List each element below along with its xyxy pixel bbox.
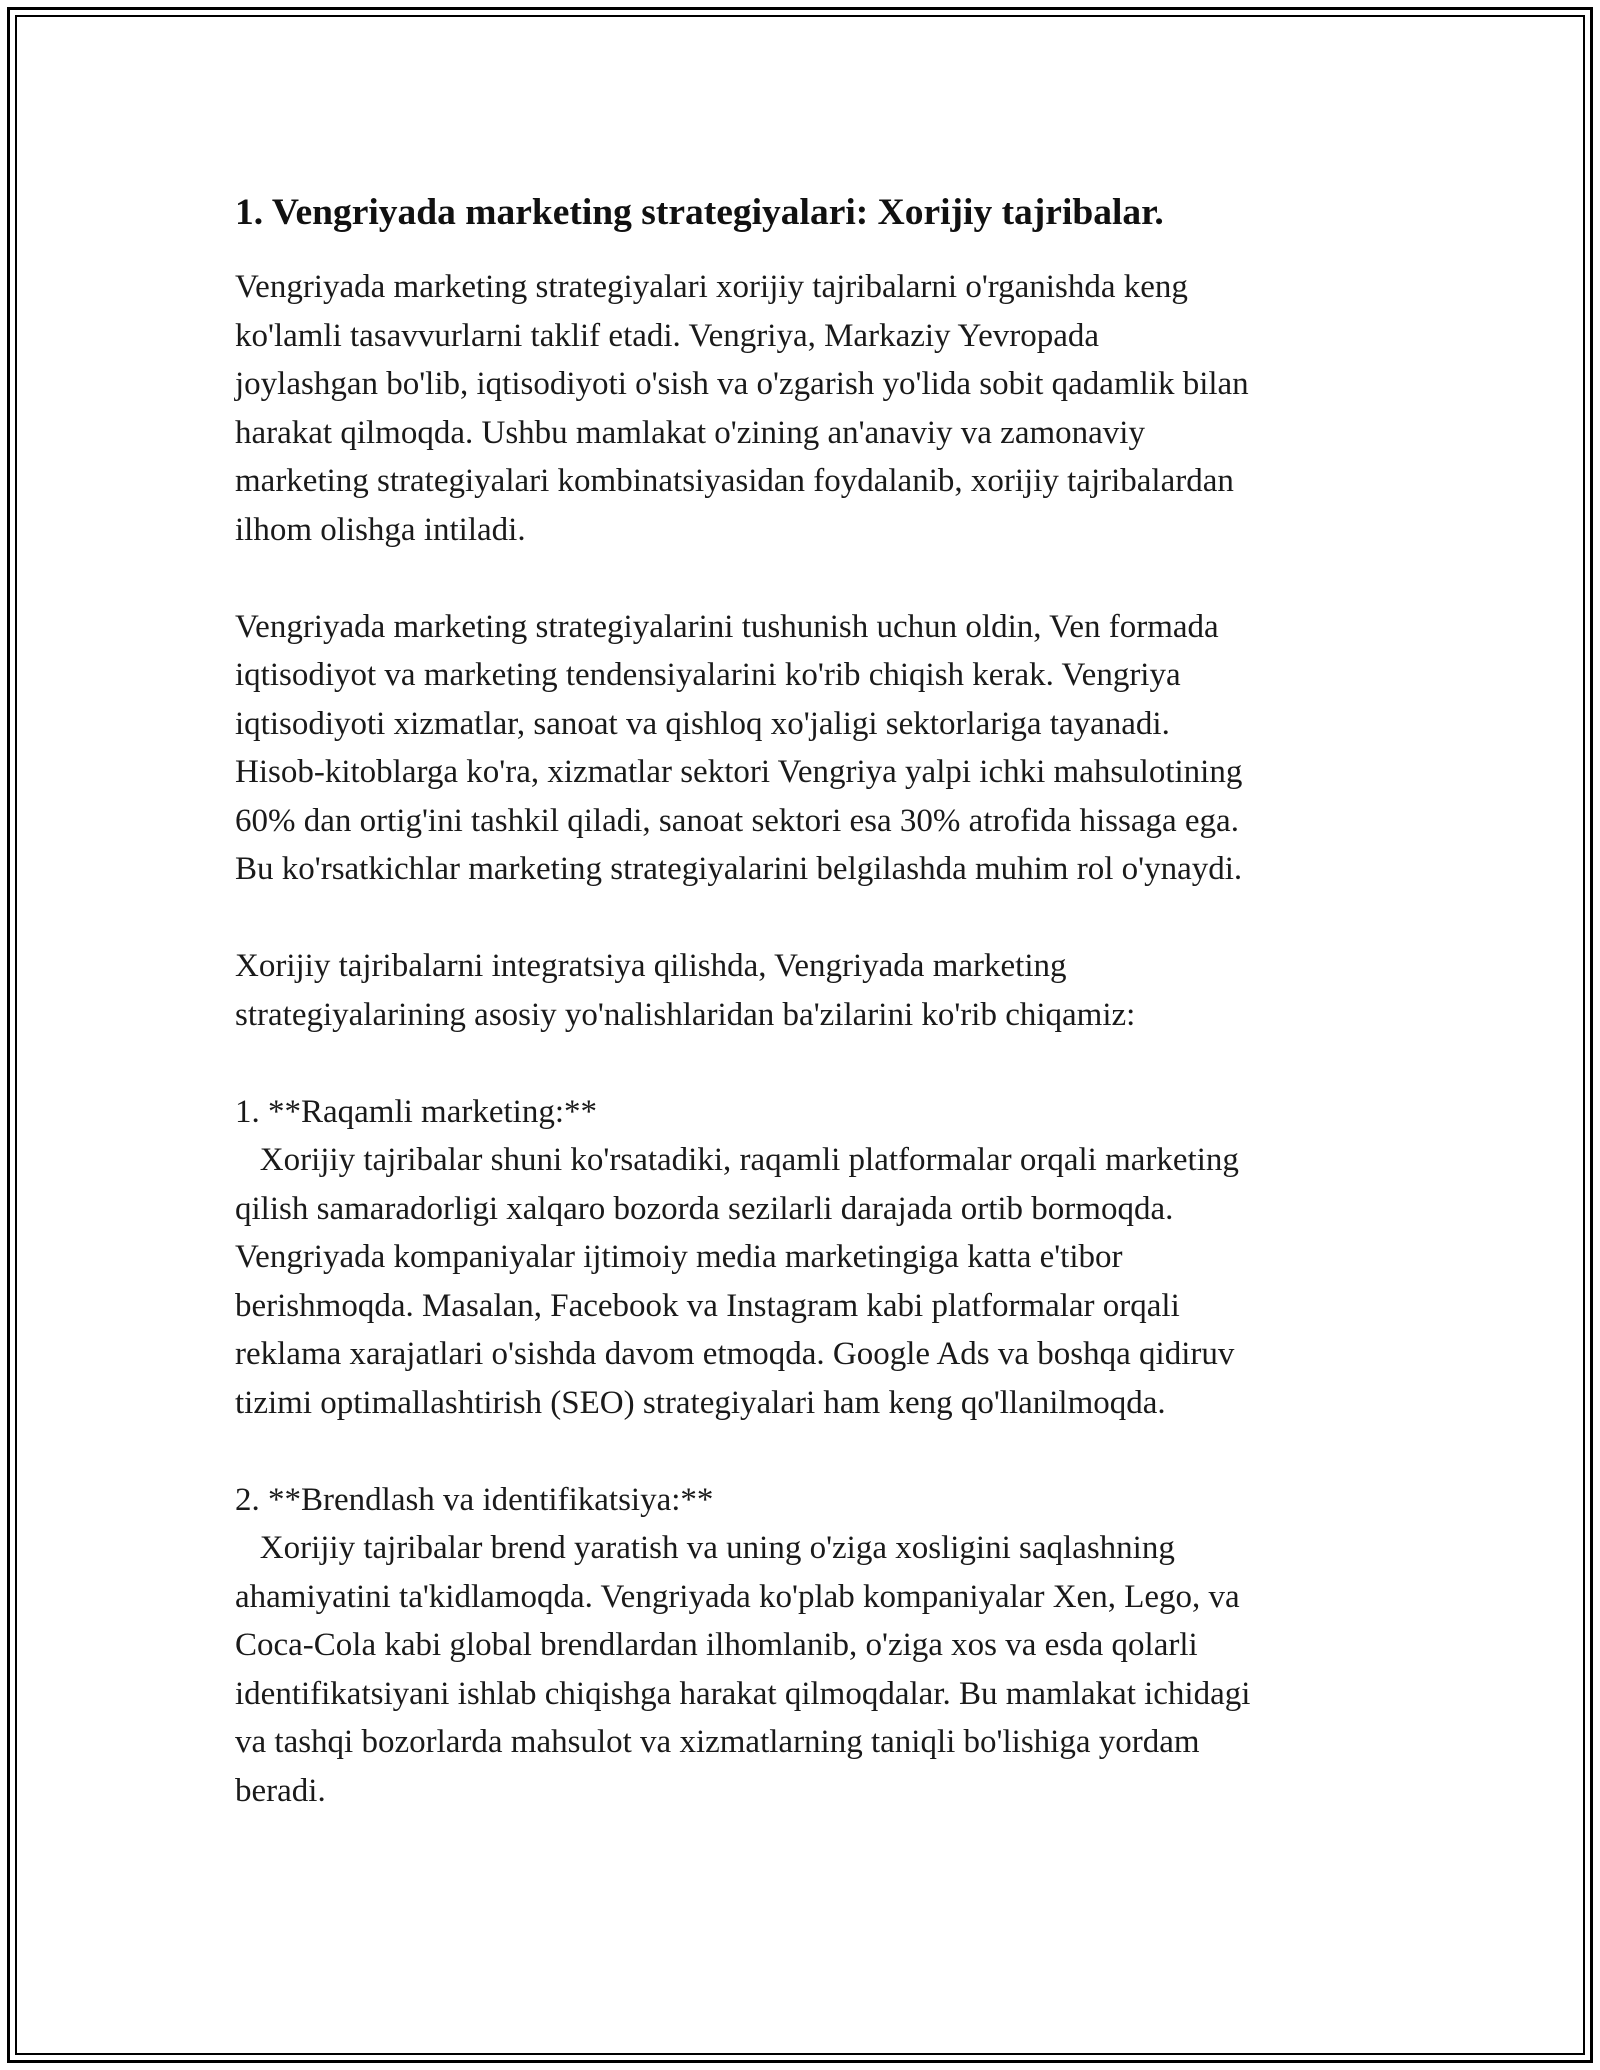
text-line: marketing strategiyalari kombinatsiyasidan foydalanib, xorijiy tajribalardan <box>235 463 1234 499</box>
list-item-title: 2. **Brendlash va identifikatsiya:** <box>235 1481 714 1518</box>
paragraph-spacer <box>235 1427 1385 1476</box>
text-line: joylashgan bo'lib, iqtisodiyoti o'sish va o'zgarish yo'lida sobit qadamlik bilan <box>235 366 1249 402</box>
text-line: ahamiyatini ta'kidlamoqda. Vengriyada ko'plab kompaniyalar Xen, Lego, va <box>235 1578 1240 1615</box>
list-item-title: 1. **Raqamli marketing:** <box>235 1093 598 1130</box>
text-line: Xorijiy tajribalar shuni ko'rsatadiki, raqamli platformalar orqali marketing <box>235 1142 1239 1178</box>
text-line: Vengriyada marketing strategiyalari xorijiy tajribalarni o'rganishda keng <box>235 269 1188 305</box>
text-line: 60% dan ortig'ini tashkil qiladi, sanoat sektori esa 30% atrofida hissaga ega. <box>235 802 1239 839</box>
text-line: Coca-Cola kabi global brendlardan ilhomlanib, o'ziga xos va esda qolarli <box>235 1627 1198 1663</box>
list-item-digital-marketing <box>235 1088 1385 1428</box>
text-line: strategiyalarining asosiy yo'nalishlaridan ba'zilarini ko'rib chiqamiz: <box>235 996 1136 1033</box>
text-line: va tashqi bozorlarda mahsulot va xizmatlarning taniqli bo'lishiga yordam <box>235 1724 1200 1760</box>
text-line: beradi. <box>235 1772 326 1809</box>
text-line: Vengriyada kompaniyalar ijtimoiy media marketingiga katta e'tibor <box>235 1239 1123 1275</box>
text-line: berishmoqda. Masalan, Facebook va Instagram kabi platformalar orqali <box>235 1287 1180 1324</box>
text-line: qilish samaradorligi xalqaro bozorda sezilarli darajada ortib bormoqda. <box>235 1190 1174 1227</box>
text-line: identifikatsiyani ishlab chiqishga harakat qilmoqdalar. Bu mamlakat ichidagi <box>235 1675 1251 1712</box>
text-line: reklama xarajatlari o'sishda davom etmoqda. Google Ads va boshqa qidiruv <box>235 1336 1235 1372</box>
text-line: harakat qilmoqda. Ushbu mamlakat o'zining an'anaviy va zamonaviy <box>235 414 1145 451</box>
text-line: iqtisodiyot va marketing tendensiyalarini ko'rib chiqish kerak. Vengriya <box>235 657 1181 693</box>
text-line: Hisob-kitoblarga ko'ra, xizmatlar sektori Vengriya yalpi ichki mahsulotining <box>235 754 1243 790</box>
text-line: Xorijiy tajribalarni integratsiya qilishda, Vengriyada marketing <box>235 948 1067 984</box>
text-line: Vengriyada marketing strategiyalarini tushunish uchun oldin, Ven formada <box>235 608 1219 645</box>
paragraph-integration <box>235 942 1385 1039</box>
list-item-branding <box>235 1476 1385 1816</box>
document-body <box>235 190 1385 1815</box>
text-line: ko'lamli tasavvurlarni taklif etadi. Vengriya, Markaziy Yevropada <box>235 317 1100 354</box>
text-line: Bu ko'rsatkichlar marketing strategiyalarini belgilashda muhim rol o'ynaydi. <box>235 851 1243 887</box>
section-heading: 1. Vengriyada marketing strategiyalari: Xorijiy tajribalar. <box>235 192 1164 233</box>
paragraph-spacer <box>235 1039 1385 1088</box>
text-line: tizimi optimallashtirish (SEO) strategiyalari ham keng qo'llanilmoqda. <box>235 1384 1166 1421</box>
paragraph-intro <box>235 263 1385 554</box>
paragraph-spacer <box>235 554 1385 603</box>
text-line: ilhom olishga intiladi. <box>235 511 526 548</box>
text-line: Xorijiy tajribalar brend yaratish va uning o'ziga xosligini saqlashning <box>235 1530 1175 1566</box>
paragraph-economy <box>235 603 1385 894</box>
paragraph-spacer <box>235 894 1385 943</box>
text-line: iqtisodiyoti xizmatlar, sanoat va qishloq xo'jaligi sektorlariga tayanadi. <box>235 705 1170 742</box>
